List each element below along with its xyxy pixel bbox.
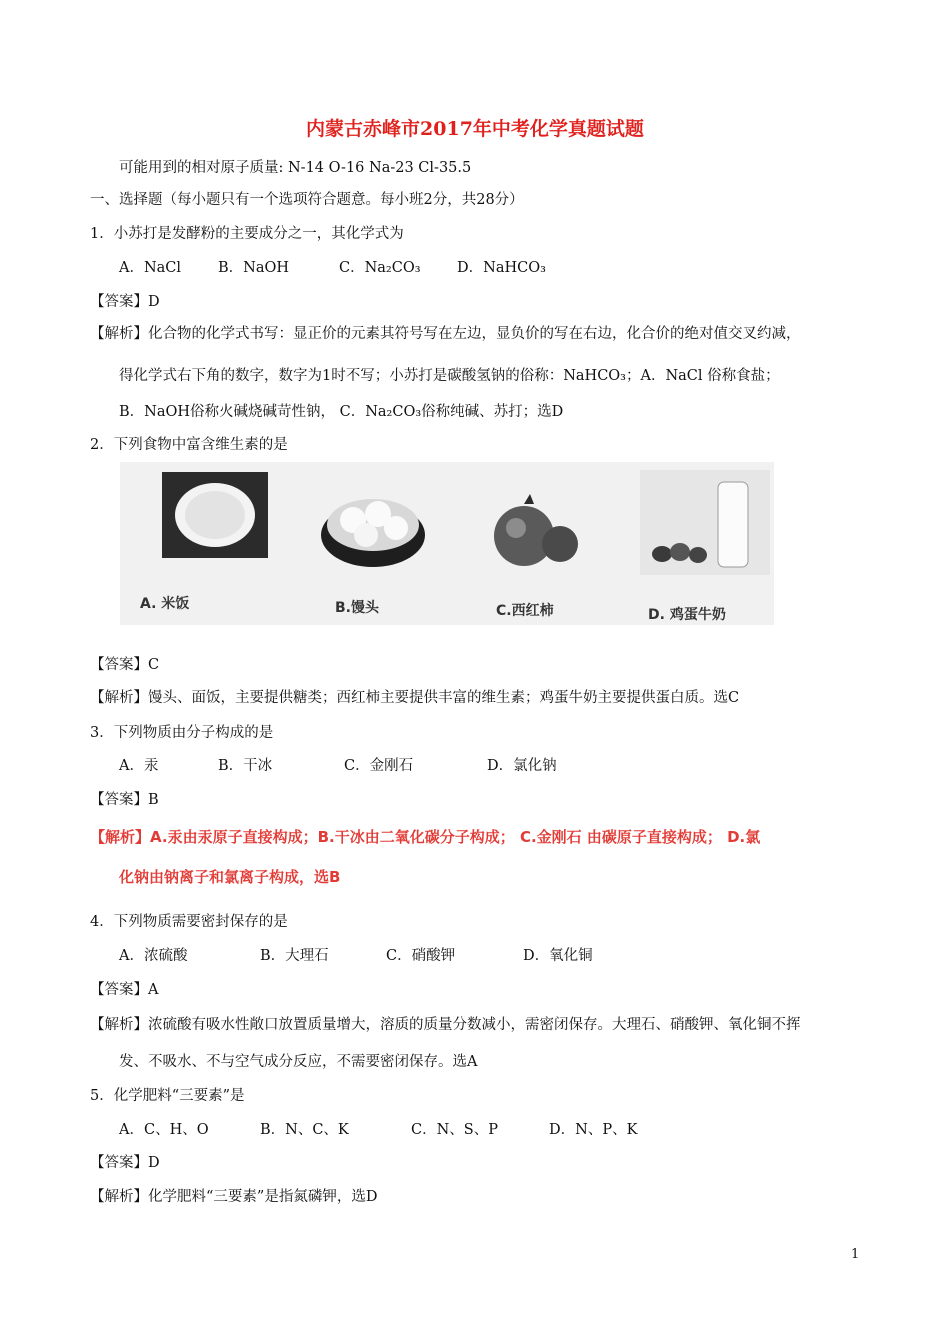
q4-option-a: A．浓硫酸: [119, 948, 188, 964]
q5-option-b: B．N、C、K: [260, 1122, 349, 1138]
q3-analysis-line-2: 化钠由钠离子和氯离子构成，选B: [119, 868, 341, 886]
q4-analysis-line-2: 发、不吸水、不与空气成分反应，不需要密闭保存。选A: [119, 1054, 478, 1070]
caption-c: C.西红柿: [496, 603, 554, 619]
q4-option-c: C．硝酸钾: [386, 948, 456, 964]
q1-option-b: B．NaOH: [218, 260, 290, 276]
question-2-stem: 2．下列食物中富含维生素的是: [90, 437, 288, 453]
q3-answer: 【答案】B: [90, 792, 159, 808]
q3-option-b: B．干冰: [218, 758, 273, 774]
q4-answer: 【答案】A: [90, 982, 159, 998]
rice-bowl-icon: [160, 470, 270, 560]
q1-option-c: C．Na₂CO₃: [339, 260, 421, 276]
q3-analysis-line-1: 【解析】A.汞由汞原子直接构成；B.干冰由二氧化碳分子构成； C.金刚石 由碳原子直接构成； D.氯: [90, 828, 761, 846]
q4-option-d: D．氧化铜: [523, 948, 593, 964]
atomic-mass-line: 可能用到的相对原子质量: N-14 O-16 Na-23 Cl-35.5: [119, 160, 472, 176]
question-4-stem: 4．下列物质需要密封保存的是: [90, 914, 288, 930]
egg-milk-icon: [640, 470, 770, 575]
q2-analysis: 【解析】馒头、面饭，主要提供糖类；西红柿主要提供丰富的维生素；鸡蛋牛奶主要提供蛋白质。选C: [90, 690, 740, 706]
page-number: 1: [851, 1247, 860, 1262]
caption-d: D. 鸡蛋牛奶: [648, 607, 726, 623]
q5-option-c: C．N、S、P: [411, 1122, 498, 1138]
q4-analysis-line-1: 【解析】浓硫酸有吸水性敞口放置质量增大，溶质的质量分数减小，需密闭保存。大理石、硝酸钾、氧化铜不挥: [90, 1017, 801, 1033]
caption-a: A. 米饭: [140, 596, 190, 612]
q1-answer: 【答案】D: [90, 294, 160, 310]
section-heading: 一、选择题（每小题只有一个选项符合题意。每小班2分，共28分）: [90, 192, 524, 208]
q5-option-d: D．N、P、K: [549, 1122, 638, 1138]
q1-analysis-line-1: 【解析】化合物的化学式书写：显正价的元素其符号写在左边，显负价的写在右边，化合价的绝对值交叉约减，: [90, 326, 801, 342]
question-5-stem: 5．化学肥料“三要素”是: [90, 1088, 245, 1104]
q1-analysis-line-3: B．NaOH俗称火碱烧碱苛性钠， C．Na₂CO₃俗称纯碱、苏打；选D: [119, 404, 564, 420]
q1-analysis-line-2: 得化学式右下角的数字，数字为1时不写；小苏打是碳酸氢钠的俗称：NaHCO₃；A．NaCl 俗称食盐；: [119, 368, 780, 384]
q3-option-d: D．氯化钠: [487, 758, 557, 774]
caption-b: B.馒头: [335, 600, 379, 616]
q5-option-a: A．C、H、O: [119, 1122, 209, 1138]
q1-option-a: A．NaCl: [119, 260, 182, 276]
q1-option-d: D．NaHCO₃: [457, 260, 546, 276]
steamed-buns-icon: [318, 480, 428, 570]
question-3-stem: 3．下列物质由分子构成的是: [90, 725, 274, 741]
tomato-icon: [486, 488, 586, 573]
page-title: 内蒙古赤峰市2017年中考化学真题试题: [306, 118, 644, 140]
q5-analysis: 【解析】化学肥料“三要素”是指氮磷钾，选D: [90, 1189, 378, 1205]
q4-option-b: B．大理石: [260, 948, 329, 964]
q2-answer: 【答案】C: [90, 657, 160, 673]
q3-option-a: A．汞: [119, 758, 159, 774]
question-1-stem: 1．小苏打是发酵粉的主要成分之一，其化学式为: [90, 226, 404, 242]
q3-option-c: C．金刚石: [344, 758, 414, 774]
q5-answer: 【答案】D: [90, 1155, 160, 1171]
